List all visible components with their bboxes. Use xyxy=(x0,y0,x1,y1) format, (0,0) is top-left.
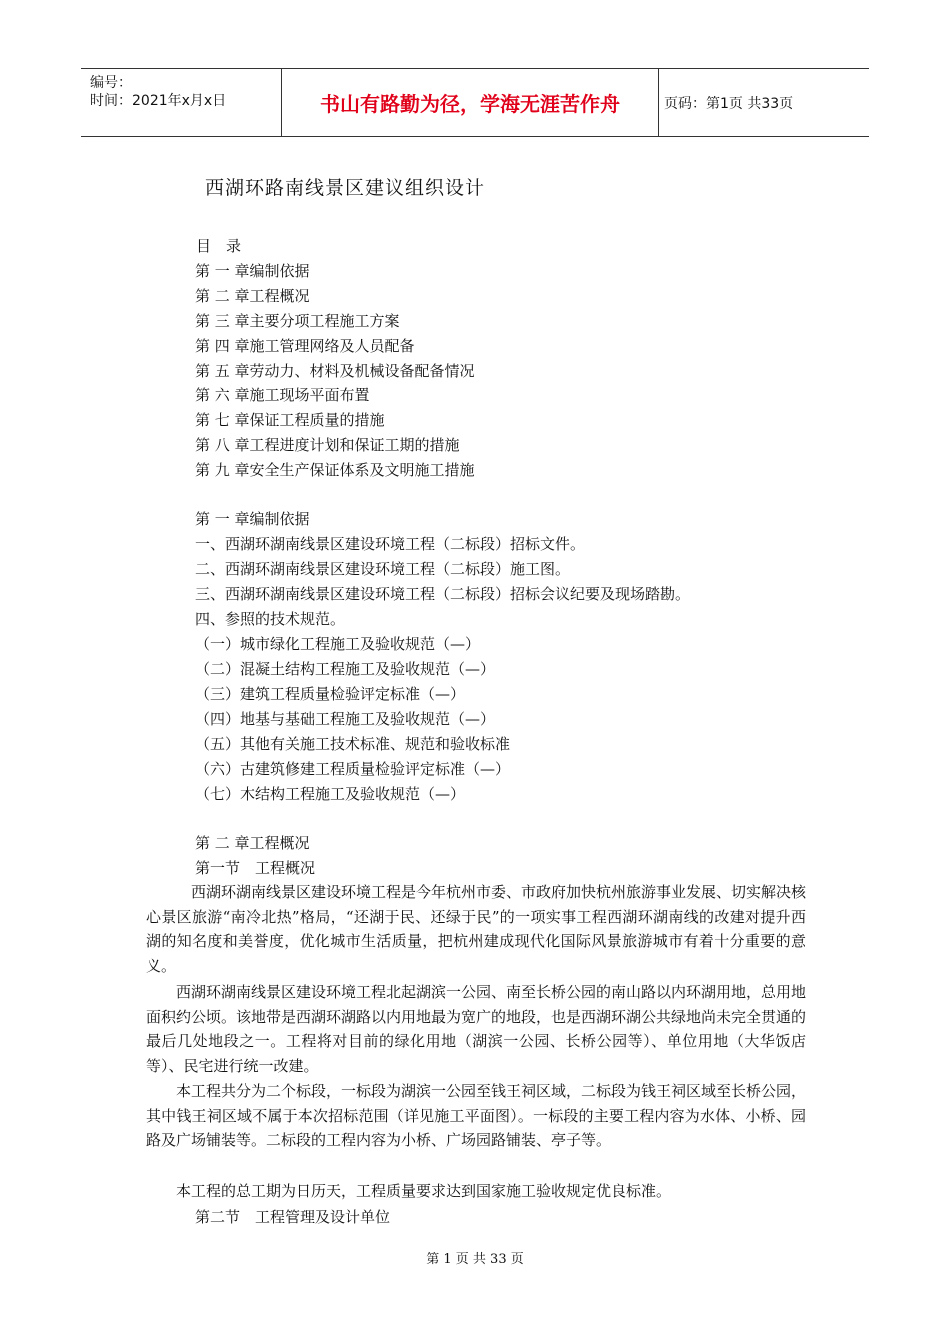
header-meta xyxy=(81,69,281,136)
basis-item: 二、西湖环湖南线景区建设环境工程（二标段）施工图。 xyxy=(195,560,571,578)
toc-item: 第 六 章施工现场平面布置 xyxy=(195,386,370,404)
spec-item: （七）木结构工程施工及验收规范（—） xyxy=(195,785,466,803)
page-header xyxy=(81,68,869,137)
body-paragraph: 本工程共分为二个标段，一标段为湖滨一公园至钱王祠区域，二标段为钱王祠区域至长桥公园，其中钱王祠区域不属于本次招标范围（详见施工平面图）。一标段的主要工程内容为水体、小桥、园路及广场铺装等。二标段的工程内容为小桥、广场园路铺装、亭子等。 xyxy=(146,1082,807,1150)
toc-heading: 目 录 xyxy=(196,237,242,255)
toc-item: 第 三 章主要分项工程施工方案 xyxy=(195,312,400,330)
section-heading: 第一节 工程概况 xyxy=(195,859,316,877)
spec-item: （一）城市绿化工程施工及验收规范（—） xyxy=(195,635,481,653)
spec-item: （四）地基与基础工程施工及验收规范（—） xyxy=(195,710,496,728)
code-label: 编号： xyxy=(90,75,132,91)
toc-item: 第 二 章工程概况 xyxy=(195,287,310,305)
body-paragraph: 西湖环湖南线景区建设环境工程北起湖滨一公园、南至长桥公园的南山路以内环湖用地，总用地面积约公顷。该地带是西湖环湖路以内用地最为宽广的地段，也是西湖环湖公共绿地尚未完全贯通的最后几处地段之一。工程将对目前的绿化用地（湖滨一公园、长桥公园等）、单位用地（大华饭店等）、民宅进行统一改建。 xyxy=(146,983,807,1076)
time-label: 时间：2021年x月x日 xyxy=(90,93,227,109)
spec-item: （二）混凝土结构工程施工及验收规范（—） xyxy=(195,660,496,678)
basis-item: 四、参照的技术规范。 xyxy=(195,610,346,628)
toc-item: 第 四 章施工管理网络及人员配备 xyxy=(195,337,415,355)
spec-item: （三）建筑工程质量检验评定标准（—） xyxy=(195,685,466,703)
toc-item: 第 九 章安全生产保证体系及文明施工措施 xyxy=(195,461,475,479)
basis-item: 一、西湖环湖南线景区建设环境工程（二标段）招标文件。 xyxy=(195,535,586,553)
doc-title: 西湖环路南线景区建议组织设计 xyxy=(205,177,486,199)
toc-item: 第 五 章劳动力、材料及机械设备配备情况 xyxy=(195,362,475,380)
section-heading: 第二节 工程管理及设计单位 xyxy=(195,1208,391,1226)
header-page-info: 页码：第1页 共33页 xyxy=(664,95,794,112)
basis-item: 三、西湖环湖南线景区建设环境工程（二标段）招标会议纪要及现场踏勘。 xyxy=(195,585,691,603)
body-paragraph: 本工程的总工期为日历天，工程质量要求达到国家施工验收规定优良标准。 xyxy=(146,1182,672,1200)
page-footer: 第 1 页 共 33 页 xyxy=(426,1252,524,1267)
chapter-heading: 第 二 章工程概况 xyxy=(195,834,310,852)
toc-item: 第 一 章编制依据 xyxy=(195,262,310,280)
spec-item: （六）古建筑修建工程质量检验评定标准（—） xyxy=(195,760,511,778)
toc-item: 第 八 章工程进度计划和保证工期的措施 xyxy=(195,436,460,454)
chapter-heading: 第 一 章编制依据 xyxy=(195,510,310,528)
header-divider xyxy=(658,69,659,136)
body-paragraph: 西湖环湖南线景区建设环境工程是今年杭州市委、市政府加快杭州旅游事业发展、切实解决核心景区旅游“南冷北热”格局，“还湖于民、还绿于民”的一项实事工程西湖环湖南线的改建对提升西湖的知名度和美誉度，优化城市生活质量，把杭州建成现代化国际风景旅游城市有着十分重要的意义。 xyxy=(146,883,807,976)
header-motto: 书山有路勤为径，学海无涯苦作舟 xyxy=(320,92,620,116)
spec-item: （五）其他有关施工技术标准、规范和验收标准 xyxy=(195,735,511,753)
toc-item: 第 七 章保证工程质量的措施 xyxy=(195,411,385,429)
